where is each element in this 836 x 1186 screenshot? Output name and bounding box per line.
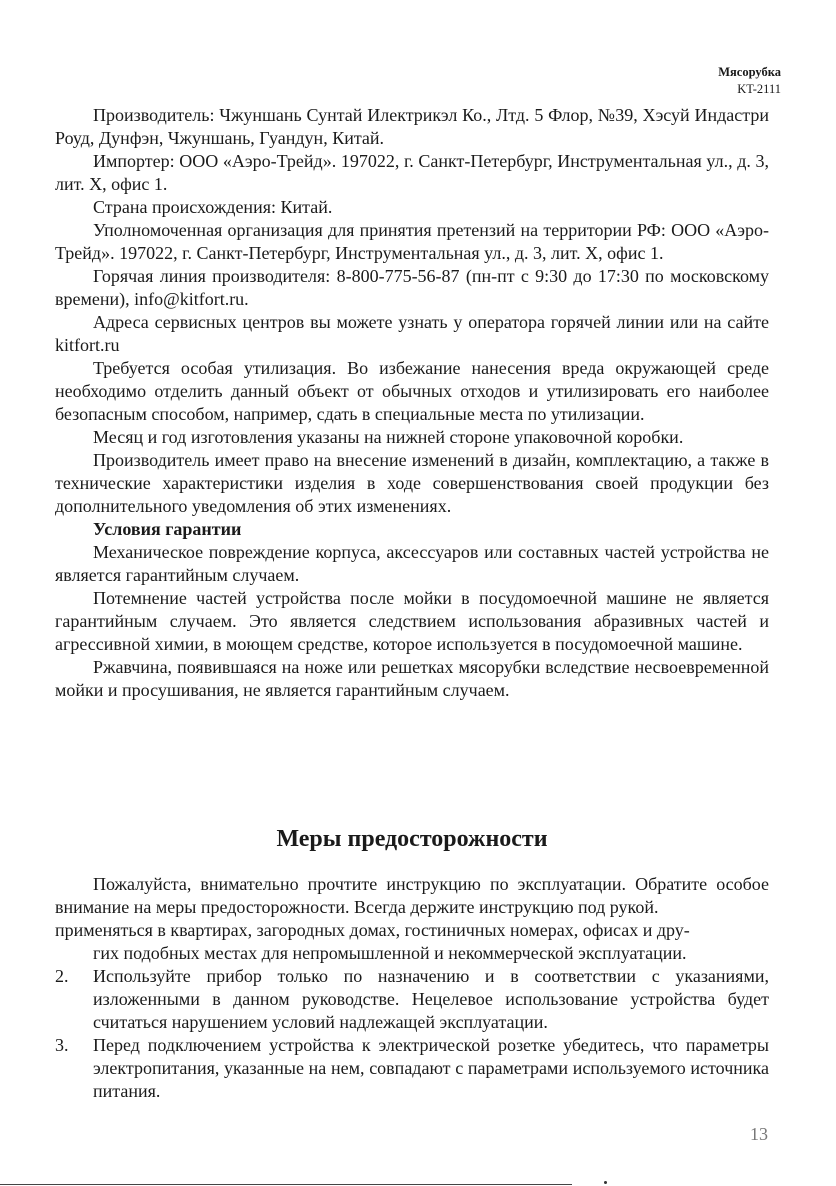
page-header <box>718 64 781 98</box>
origin-paragraph: Страна происхождения: Китай. <box>93 197 333 217</box>
warranty-paragraph: Ржавчина, появившаяся на ноже или решетках мясорубки вследствие несвоевременной мойки и просушивания, не является гарантийным случаем. <box>55 657 769 700</box>
page-number: 13 <box>750 1124 768 1144</box>
info-section <box>55 104 769 702</box>
importer-paragraph: Импортер: ООО «Аэро-Трейд». 197022, г. Санкт-Петербург, Инструментальная ул., д. 3, лит. Х, офис 1. <box>55 151 769 194</box>
precautions-section <box>55 873 769 1103</box>
list-item <box>55 1034 769 1103</box>
bottom-dot <box>604 1181 607 1184</box>
list-item <box>55 965 769 1034</box>
list-item-text: Используйте прибор только по назначению и в соответствии с указаниями, изложенными в данном руководстве. Нецелевое использование устройства будет считаться нарушением условий надлежащей эксплуатации. <box>93 966 769 1032</box>
list-fragment-line: гих подобных местах для непромышленной и некоммерческой эксплуатации. <box>93 943 687 963</box>
list-fragment-line: применяться в квартирах, загородных домах, гостиничных номерах, офисах и дру- <box>55 920 690 940</box>
warranty-title: Условия гарантии <box>93 519 242 539</box>
disposal-paragraph: Требуется особая утилизация. Во избежание нанесения вреда окружающей среде необходимо отделить данный объект от обычных отходов и утилизировать его наиболее безопасным способом, например, сдать в специальные места по утилизации. <box>55 358 769 424</box>
manufacture-date-paragraph: Месяц и год изготовления указаны на нижней стороне упаковочной коробки. <box>93 427 684 447</box>
product-name: Мясорубка <box>718 65 781 79</box>
bottom-divider <box>0 1184 572 1185</box>
service-centers-paragraph: Адреса сервисных центров вы можете узнать у оператора горячей линии или на сайте kitfort.ru <box>55 312 769 355</box>
precautions-list <box>55 965 769 1103</box>
precautions-title: Меры предосторожности <box>276 826 548 852</box>
claims-paragraph: Уполномоченная организация для принятия претензий на территории РФ: ООО «Аэро-Трейд». 197022, г. Санкт-Петербург, Инструментальная ул., д. 3, лит. Х, офис 1. <box>55 220 769 263</box>
precautions-intro: Пожалуйста, внимательно прочтите инструкцию по эксплуатации. Обратите особое внимание на меры предосторожности. Всегда держите инструкцию под рукой. <box>55 874 769 917</box>
model-number: KT-2111 <box>737 82 781 96</box>
manufacturer-paragraph: Производитель: Чжуншань Сунтай Илектрикэл Ко., Лтд. 5 Флор, №39, Хэсуй Индастри Роуд, Дунфэн, Чжуншань, Гуандун, Китай. <box>55 105 769 148</box>
changes-paragraph: Производитель имеет право на внесение изменений в дизайн, комплектацию, а также в технические характеристики изделия в ходе совершенствования своей продукции без дополнительного уведомления об этих изменениях. <box>55 450 769 516</box>
list-item-number: 3. <box>55 1035 69 1055</box>
list-item-number: 2. <box>55 966 69 986</box>
warranty-paragraph: Механическое повреждение корпуса, аксессуаров или составных частей устройства не является гарантийным случаем. <box>55 542 769 585</box>
warranty-paragraph: Потемнение частей устройства после мойки в посудомоечной машине не является гарантийным случаем. Это является следствием использования абразивных частей и агрессивной химии, в моющем средстве, которое используется в посудомоечной машине. <box>55 588 769 654</box>
hotline-paragraph: Горячая линия производителя: 8-800-775-56-87 (пн-пт с 9:30 до 17:30 по московскому времени), info@kitfort.ru. <box>55 266 769 309</box>
list-item-text: Перед подключением устройства к электрической розетке убедитесь, что параметры электропитания, указанные на нем, совпадают с параметрами используемого источника питания. <box>93 1035 769 1101</box>
